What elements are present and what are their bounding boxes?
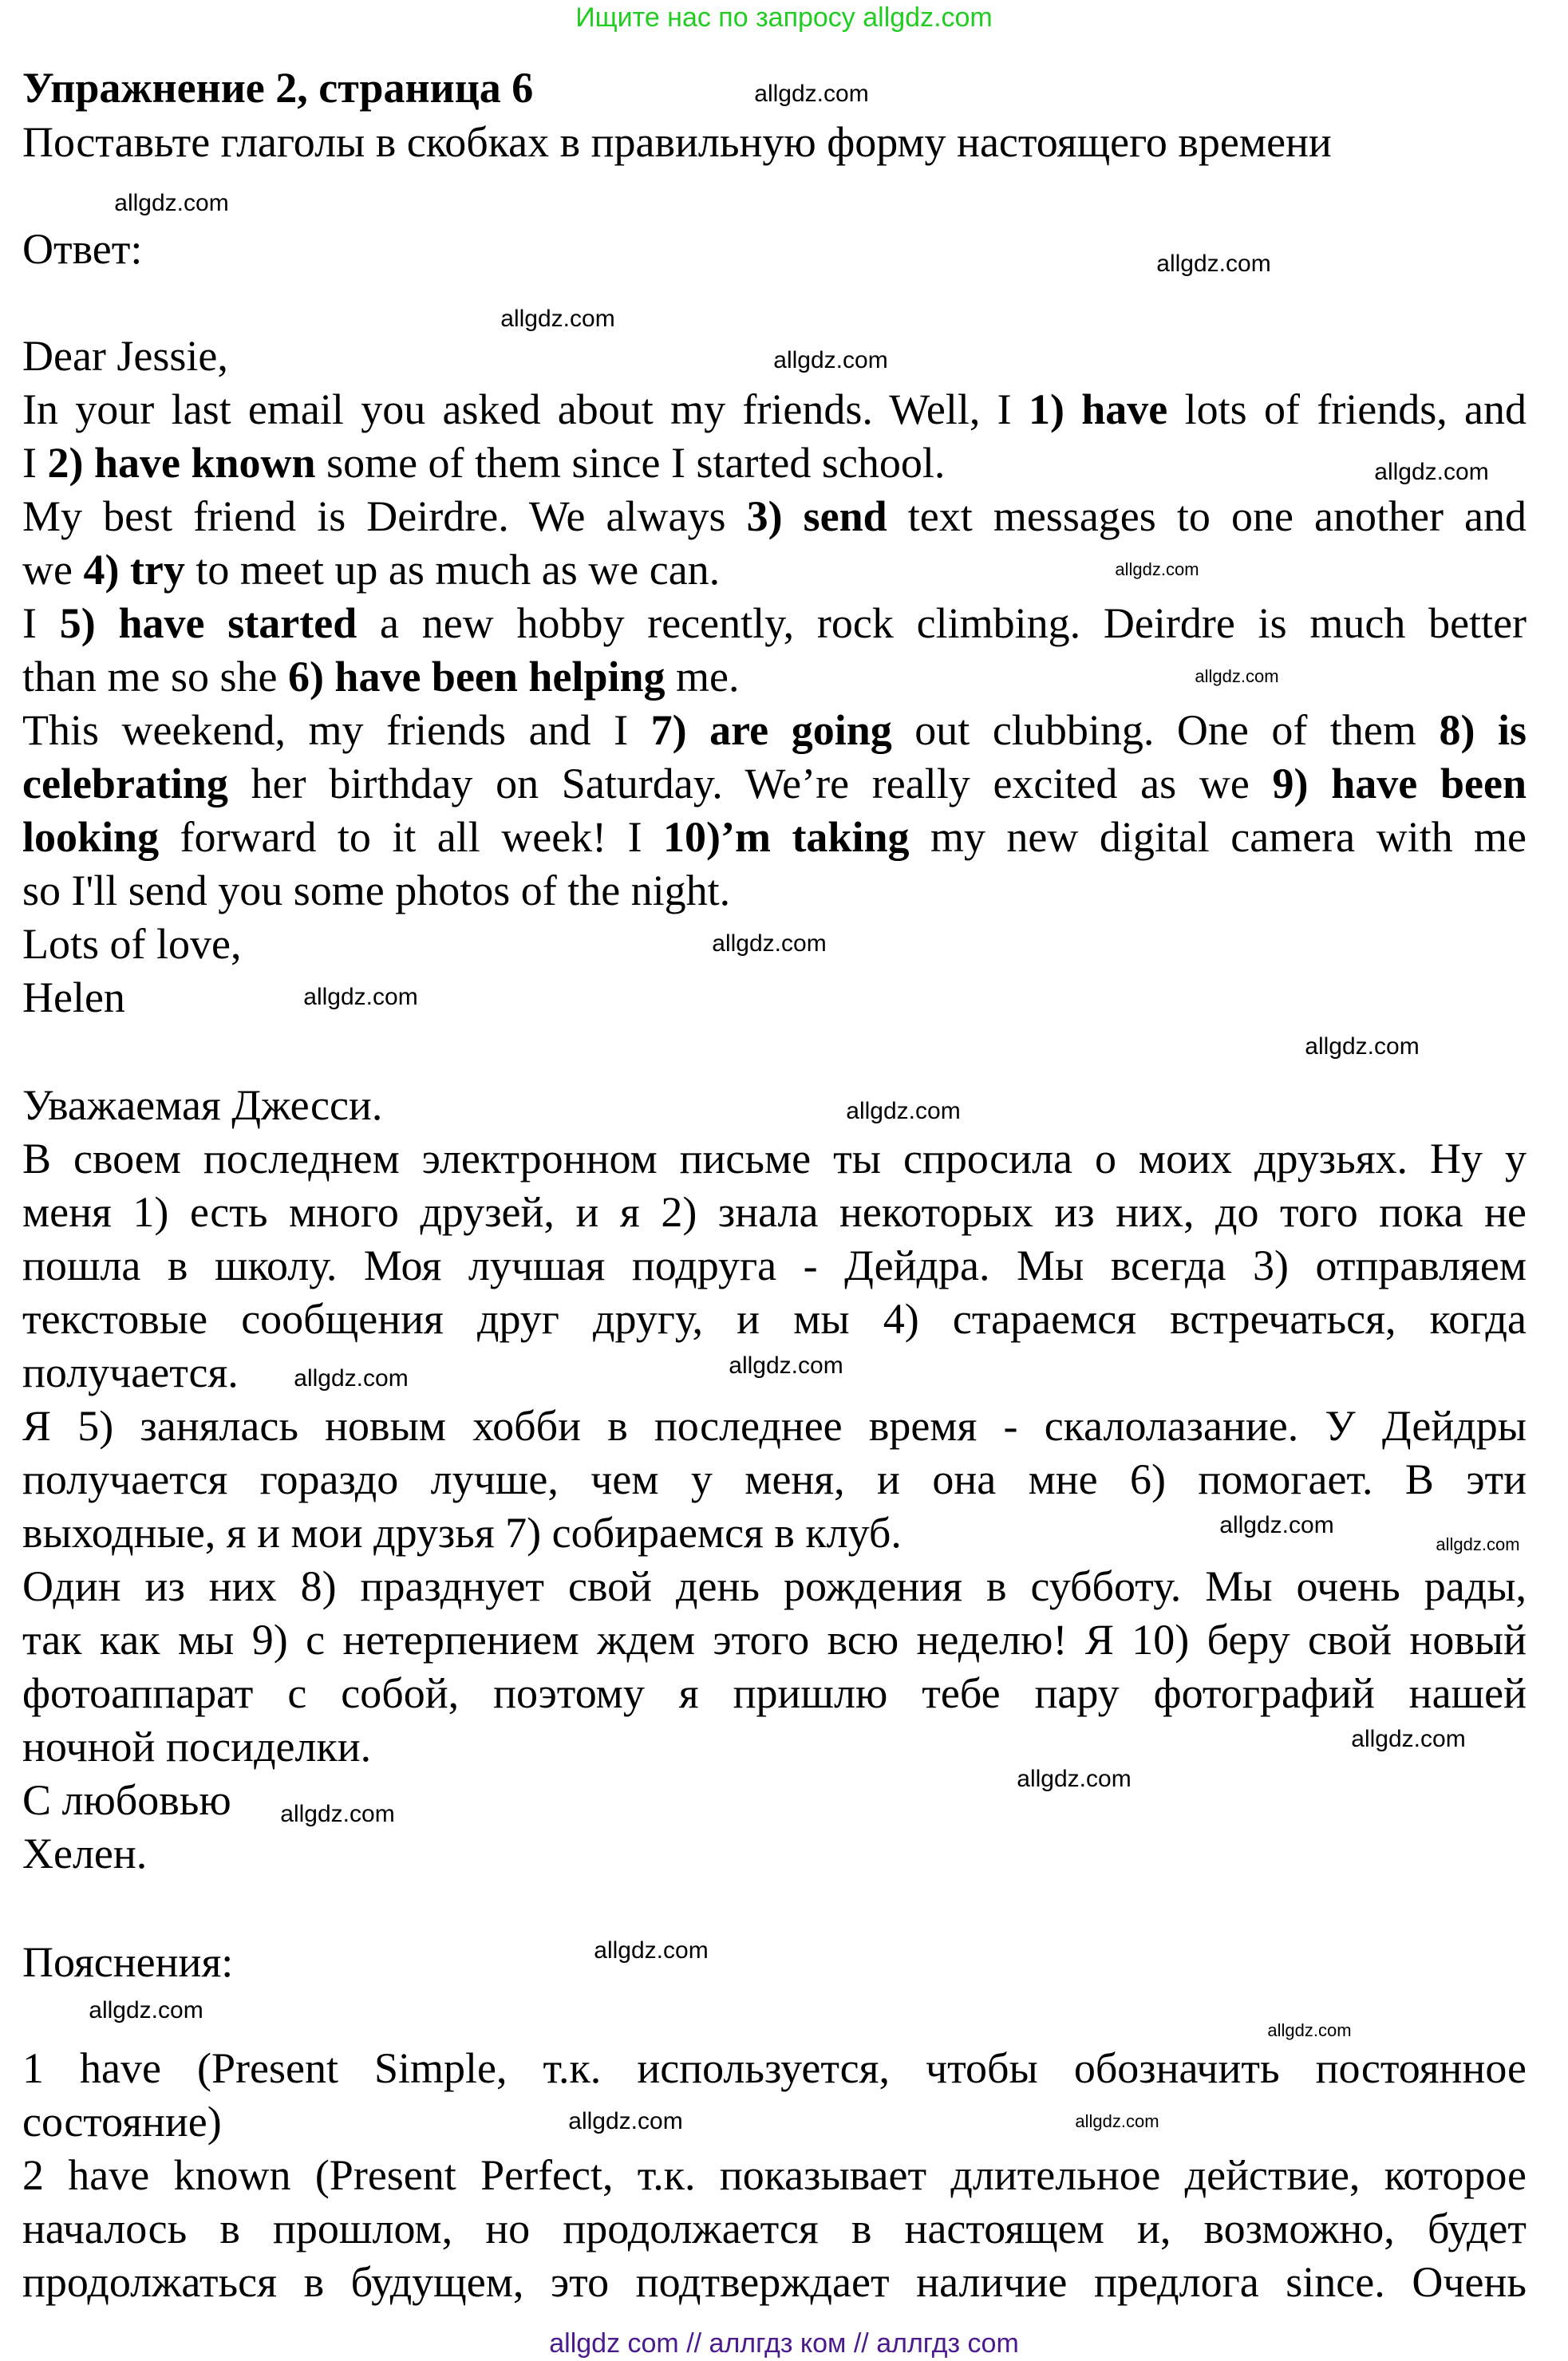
- watermark: allgdz.com: [712, 930, 827, 957]
- text-segment: Helen: [22, 973, 125, 1021]
- watermark: allgdz.com: [1219, 1512, 1334, 1538]
- text-segment: my new digital camera with me: [909, 813, 1527, 861]
- text-segment: we: [22, 546, 84, 594]
- text-line: [22, 436, 945, 490]
- text-segment: out clubbing. One of them: [891, 706, 1440, 754]
- answer-verb: 8) is: [1439, 706, 1527, 754]
- watermark: allgdz.com: [1305, 1033, 1420, 1060]
- text-line: [22, 864, 730, 918]
- text-segment: some of them since I started school.: [315, 439, 946, 487]
- answer-verb: 5) have started: [59, 599, 357, 647]
- text-segment: ночной посиделки.: [22, 1723, 372, 1771]
- text-segment: состояние): [22, 2098, 222, 2146]
- text-line: [22, 704, 1527, 757]
- text-line: [22, 971, 125, 1025]
- answer-verb: 2) have known: [47, 439, 316, 487]
- text-segment: текстовые сообщения друг другу, и мы 4) стараемся встречаться, когда: [22, 1295, 1527, 1343]
- text-line: [22, 2042, 1527, 2095]
- watermark: allgdz.com: [754, 81, 869, 107]
- watermark: allgdz.com: [1115, 559, 1199, 579]
- watermark: allgdz.com: [1267, 2020, 1352, 2040]
- watermark: allgdz.com: [89, 1997, 203, 2023]
- text-segment: to meet up as much as we can.: [184, 546, 721, 594]
- text-segment: продолжаться в будущем, это подтверждает наличие предлога since. Очень: [22, 2258, 1527, 2306]
- text-segment: Ответ:: [22, 225, 143, 273]
- watermark: allgdz.com: [1156, 251, 1271, 277]
- text-line: [22, 2095, 222, 2149]
- search-banner[interactable]: Ищите нас по запросу allgdz.com: [575, 2, 993, 33]
- text-segment: forward to it all week! I: [159, 813, 664, 861]
- text-segment: Поставьте глаголы в скобках в правильную форму настоящего времени: [22, 118, 1332, 166]
- watermark: allgdz.com: [1075, 2111, 1159, 2131]
- task-instruction: [22, 116, 1332, 169]
- text-segment: so I'll send you some photos of the night.: [22, 867, 731, 914]
- watermark: allgdz.com: [303, 984, 418, 1010]
- text-line: [22, 1186, 1527, 1239]
- text-segment: пошла в школу. Моя лучшая подруга - Дейдра. Мы всегда 3) отправляем: [22, 1242, 1527, 1289]
- text-segment: В своем последнем электронном письме ты спросила о моих друзьях. Ну у: [22, 1135, 1527, 1182]
- text-line: [22, 1293, 1527, 1346]
- watermark: allgdz.com: [1195, 666, 1279, 686]
- text-line: [22, 2149, 1527, 2202]
- text-segment: 1 have (Present Simple, т.к. используется, чтобы обозначить постоянное: [22, 2044, 1527, 2092]
- answer-verb: 6) have been helping: [287, 653, 666, 701]
- text-segment: lots of friends, and: [1167, 385, 1527, 433]
- text-line: [22, 1560, 1527, 1613]
- watermark: allgdz.com: [729, 1352, 843, 1379]
- watermark: allgdz.com: [1374, 459, 1489, 485]
- text-segment: Dear Jessie,: [22, 332, 228, 380]
- text-line: [22, 490, 1527, 543]
- text-segment: получается гораздо лучше, чем у меня, и она мне 6) помогает. В эти: [22, 1455, 1527, 1503]
- text-segment: выходные, я и мои друзья 7) собираемся в клуб.: [22, 1509, 902, 1557]
- answer-verb: 3) send: [746, 492, 887, 540]
- text-segment: text messages to one another and: [887, 492, 1527, 540]
- text-line: [22, 757, 1527, 811]
- text-segment: In your last email you asked about my friends. Well, I: [22, 385, 1029, 433]
- watermark: allgdz.com: [280, 1801, 395, 1827]
- text-line: [22, 1774, 231, 1827]
- text-line: [22, 2202, 1527, 2256]
- text-segment: Я 5) занялась новым хобби в последнее время - скалолазание. У Дейдры: [22, 1402, 1527, 1450]
- text-segment: than me so she: [22, 653, 288, 701]
- answer-verb: 10)’m taking: [663, 813, 910, 861]
- text-segment: 2 have known (Present Perfect, т.к. показывает длительное действие, которое: [22, 2151, 1527, 2199]
- text-segment: Хелен.: [22, 1830, 148, 1877]
- text-line: [22, 1453, 1527, 1506]
- watermark: allgdz.com: [294, 1365, 409, 1392]
- text-segment: I: [22, 599, 60, 647]
- text-segment: началось в прошлом, но продолжается в настоящем и, возможно, будет: [22, 2205, 1527, 2252]
- footer-links[interactable]: allgdz com // аллгдз ком // аллгдз com: [549, 2328, 1019, 2359]
- text-line: [22, 1936, 233, 1989]
- text-line: [22, 1079, 382, 1132]
- text-line: [22, 383, 1527, 436]
- watermark: allgdz.com: [1351, 1726, 1466, 1752]
- text-segment: получается.: [22, 1348, 239, 1396]
- text-line: [22, 330, 228, 383]
- text-segment: С любовью: [22, 1776, 231, 1824]
- text-line: [22, 1400, 1527, 1453]
- text-line: [22, 918, 241, 971]
- text-segment: me.: [665, 653, 740, 701]
- watermark: allgdz.com: [594, 1937, 709, 1964]
- watermark: allgdz.com: [1017, 1766, 1132, 1792]
- text-line: [22, 1613, 1527, 1667]
- text-segment: My best friend is Deirdre. We always: [22, 492, 747, 540]
- text-line: [22, 1827, 147, 1881]
- text-segment: her birthday on Saturday. We’re really excited as we: [227, 760, 1273, 807]
- text-segment: Уважаемая Джесси.: [22, 1081, 383, 1129]
- answer-verb: celebrating: [22, 760, 228, 807]
- text-line: [22, 1239, 1527, 1293]
- watermark: allgdz.com: [500, 306, 615, 332]
- text-line: [22, 2256, 1527, 2309]
- answer-verb: 9) have been: [1272, 760, 1527, 807]
- answer-verb: 1) have: [1028, 385, 1168, 433]
- text-line: [22, 543, 720, 597]
- watermark: allgdz.com: [1436, 1534, 1520, 1554]
- watermark: allgdz.com: [114, 190, 229, 216]
- watermark: allgdz.com: [846, 1098, 961, 1124]
- watermark: allgdz.com: [773, 347, 888, 373]
- answer-verb: 7) are going: [650, 706, 892, 754]
- text-segment: Пояснения:: [22, 1938, 234, 1986]
- text-segment: так как мы 9) с нетерпением ждем этого всю неделю! Я 10) беру свой новый: [22, 1616, 1527, 1664]
- text-line: [22, 1132, 1527, 1186]
- answer-verb: Упражнение 2, страница 6: [22, 64, 534, 112]
- text-line: [22, 597, 1527, 650]
- watermark: allgdz.com: [568, 2108, 683, 2134]
- text-segment: This weekend, my friends and I: [22, 706, 651, 754]
- answer-verb: 4) try: [83, 546, 185, 594]
- text-line: [22, 650, 740, 704]
- text-line: [22, 1667, 1527, 1720]
- answer-verb: looking: [22, 813, 160, 861]
- text-segment: фотоаппарат с собой, поэтому я пришлю тебе пару фотографий нашей: [22, 1669, 1527, 1717]
- text-line: [22, 1720, 371, 1774]
- text-segment: Один из них 8) празднует свой день рождения в субботу. Мы очень рады,: [22, 1562, 1527, 1610]
- text-segment: меня 1) есть много друзей, и я 2) знала некоторых из них, до того пока не: [22, 1188, 1527, 1236]
- text-segment: I: [22, 439, 48, 487]
- page-title: [22, 61, 533, 115]
- text-line: [22, 223, 142, 276]
- text-line: [22, 811, 1527, 864]
- text-line: [22, 1346, 239, 1400]
- text-segment: a new hobby recently, rock climbing. Deirdre is much better: [357, 599, 1527, 647]
- text-line: [22, 1506, 902, 1560]
- text-segment: Lots of love,: [22, 920, 242, 968]
